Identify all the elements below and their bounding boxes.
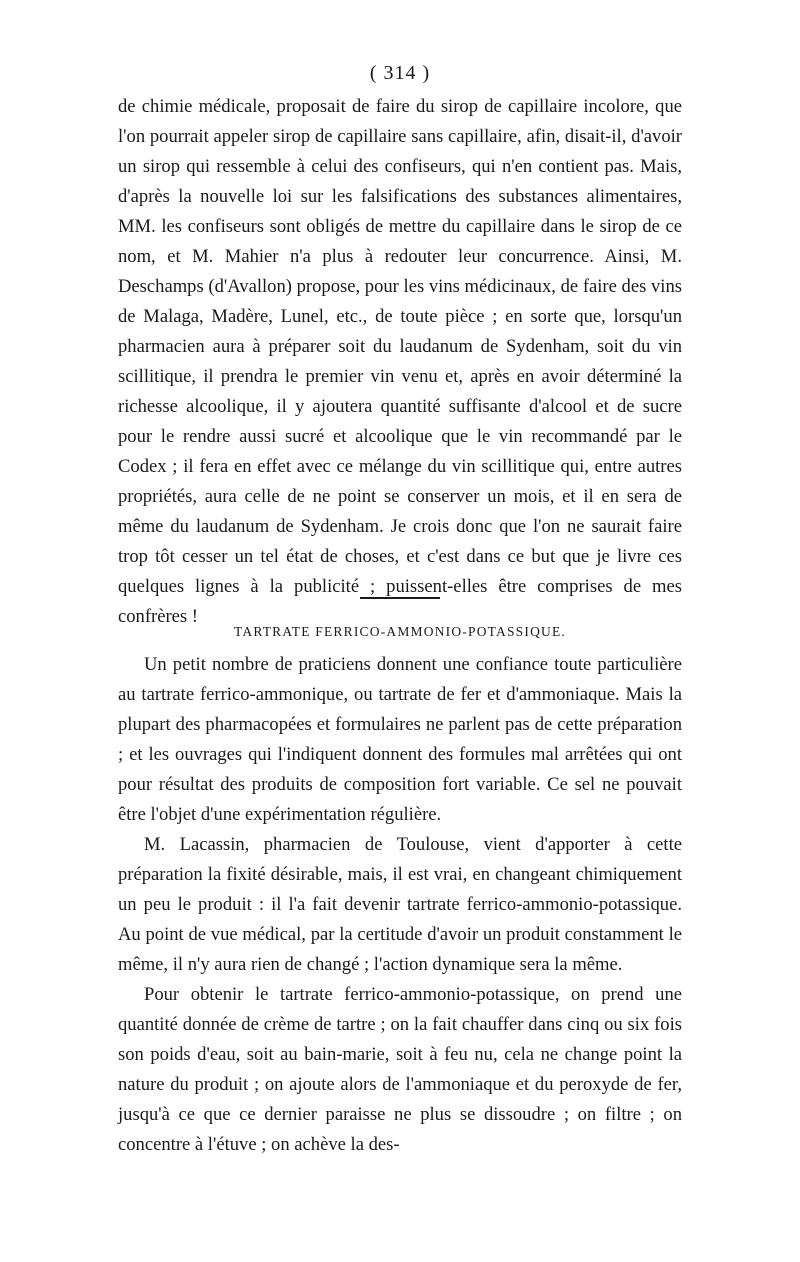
section-heading: TARTRATE FERRICO-AMMONIO-POTASSIQUE. xyxy=(234,624,566,639)
section-body xyxy=(118,650,682,1160)
body-paragraph: Un petit nombre de praticiens donnent une confiance toute particulière au tartrate ferrico-ammonique, ou tartrate de fer et d'ammoniaque. Mais la plupart des pharmacopées et formulaires ne parlent pas de cette préparation ; et les ouvrages qui l'indiquent donnent des formules mal arrêtées qui ont pour résultat des produits de composition fort variable. Ce sel ne pouvait être l'objet d'une expérimentation régulière. xyxy=(118,654,682,825)
body-paragraph: de chimie médicale, proposait de faire du sirop de capillaire incolore, que l'on pourrait appeler sirop de capillaire sans capillaire, afin, disait-il, d'avoir un sirop qui ressemble à celui des confiseurs, qui n'en contient pas. Mais, d'après la nouvelle loi sur les falsifications des substances alimentaires, MM. les confiseurs sont obligés de mettre du capillaire dans le sirop de ce nom, et M. Mahier n'a plus à redouter leur concurrence. Ainsi, M. Deschamps (d'Avallon) propose, pour les vins médicinaux, de faire des vins de Malaga, Madère, Lunel, etc., de toute pièce ; en sorte que, lorsqu'un pharmacien aura à préparer soit du laudanum de Sydenham, soit du vin scillitique, il prendra le premier vin venu et, après en avoir déterminé la richesse alcoolique, il y ajoutera quantité suffisante d'alcool et de sucre pour le rendre aussi sucré et alcoolique que le vin recommandé par le Codex ; il fera en effet avec ce mélange du vin scillitique qui, entre autres propriétés, aura celle de ne point se conserver un mois, et il en sera de même du laudanum de Sydenham. Je crois donc que l'on ne saurait faire trop tôt cesser un tel état de choses, et c'est dans ce but que je livre ces quelques lignes à la publicité ; puissent-elles être comprises de mes confrères ! xyxy=(118,96,682,627)
section-continuation xyxy=(118,92,682,632)
body-paragraph: Pour obtenir le tartrate ferrico-ammonio-potassique, on prend une quantité donnée de crème de tartre ; on la fait chauffer dans cinq ou six fois son poids d'eau, soit au bain-marie, soit à feu nu, cela ne change point la nature du produit ; on ajoute alors de l'ammoniaque et du peroxyde de fer, jusqu'à ce que ce dernier paraisse ne plus se dissoudre ; on filtre ; on concentre à l'étuve ; on achève la des- xyxy=(118,984,682,1155)
body-paragraph: M. Lacassin, pharmacien de Toulouse, vient d'apporter à cette préparation la fixité désirable, mais, il est vrai, en changeant chimiquement un peu le produit : il l'a fait devenir tartrate ferrico-ammonio-potassique. Au point de vue médical, par la certitude d'avoir un produit constamment le même, il n'y aura rien de changé ; l'action dynamique sera la même. xyxy=(118,834,682,975)
section-divider xyxy=(360,597,440,599)
page-number: ( 314 ) xyxy=(369,62,431,84)
